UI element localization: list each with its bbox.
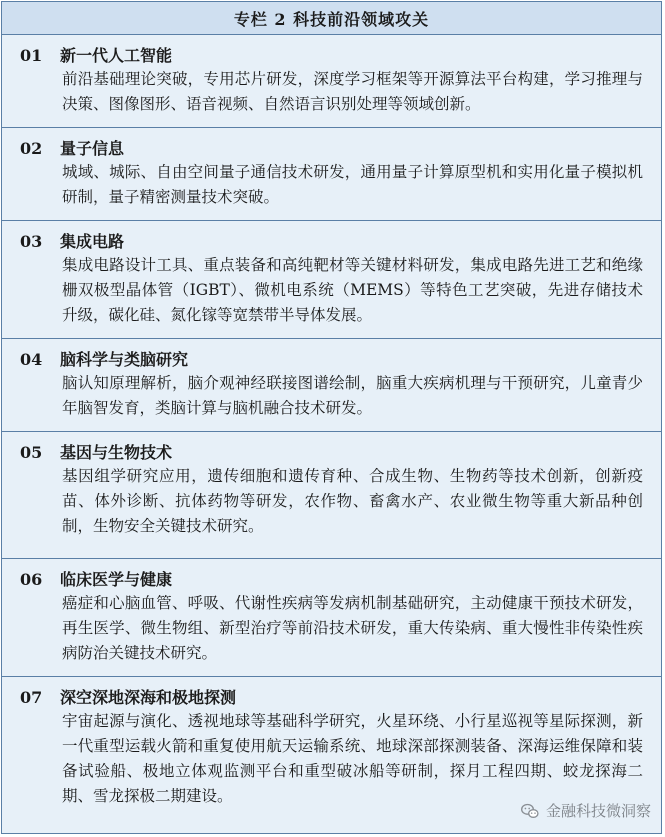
section-number: 07: [20, 688, 43, 707]
section-01: [2, 35, 661, 128]
section-body: 宇宙起源与演化、透视地球等基础科学研究，火星环绕、小行星巡视等星际探测，新一代重型运载火箭和重复使用航天运输系统、地球深部探测装备、深海运维保障和装备试验船、极地立体观监测平台和重型破冰船等研制，探月工程四期、蛟龙探海二期、雪龙探极二期建设。: [62, 712, 643, 805]
wechat-icon: [520, 801, 540, 821]
column-title-text: 专栏 2 科技前沿领域攻关: [233, 9, 430, 29]
section-number: 02: [20, 139, 43, 158]
section-body: 集成电路设计工具、重点装备和高纯靶材等关键材料研发，集成电路先进工艺和绝缘栅双极型晶体管（IGBT）、微机电系统（MEMS）等特色工艺突破，先进存储技术升级，碳化硅、氮化镓等宽禁带半导体发展。: [62, 256, 643, 324]
section-number: 05: [20, 443, 43, 462]
watermark-text: 金融科技微洞察: [545, 802, 651, 820]
watermark: [520, 800, 651, 821]
column-title: [2, 2, 661, 35]
section-number: 01: [20, 46, 43, 65]
section-title: 集成电路: [60, 232, 125, 251]
section-number: 04: [20, 350, 43, 369]
section-07: [2, 677, 661, 817]
section-03: [2, 221, 661, 339]
section-04: [2, 339, 661, 432]
section-number: 06: [20, 570, 43, 589]
section-title: 新一代人工智能: [60, 46, 173, 65]
section-title: 脑科学与类脑研究: [60, 350, 189, 369]
section-title: 深空深地深海和极地探测: [60, 688, 237, 707]
section-body: 城域、城际、自由空间量子通信技术研发，通用量子计算原型机和实用化量子模拟机研制，量子精密测量技术突破。: [62, 163, 643, 206]
section-body: 基因组学研究应用，遗传细胞和遗传育种、合成生物、生物药等技术创新，创新疫苗、体外诊断、抗体药物等研发，农作物、畜禽水产、农业微生物等重大新品种创制，生物安全关键技术研究。: [62, 467, 643, 535]
section-02: [2, 128, 661, 221]
section-05: [2, 432, 661, 559]
column-panel: [1, 1, 662, 834]
section-body: 脑认知原理解析，脑介观神经联接图谱绘制，脑重大疾病机理与干预研究，儿童青少年脑智发育，类脑计算与脑机融合技术研发。: [62, 374, 643, 417]
section-body: 癌症和心脑血管、呼吸、代谢性疾病等发病机制基础研究，主动健康干预技术研发，再生医学、微生物组、新型治疗等前沿技术研发，重大传染病、重大慢性非传染性疾病防治关键技术研究。: [62, 594, 643, 662]
section-number: 03: [20, 232, 43, 251]
section-title: 量子信息: [60, 139, 125, 158]
section-title: 临床医学与健康: [60, 570, 173, 589]
section-06: [2, 559, 661, 677]
section-title: 基因与生物技术: [60, 443, 173, 462]
section-body: 前沿基础理论突破，专用芯片研发，深度学习框架等开源算法平台构建，学习推理与决策、图像图形、语音视频、自然语言识别处理等领域创新。: [62, 70, 643, 113]
